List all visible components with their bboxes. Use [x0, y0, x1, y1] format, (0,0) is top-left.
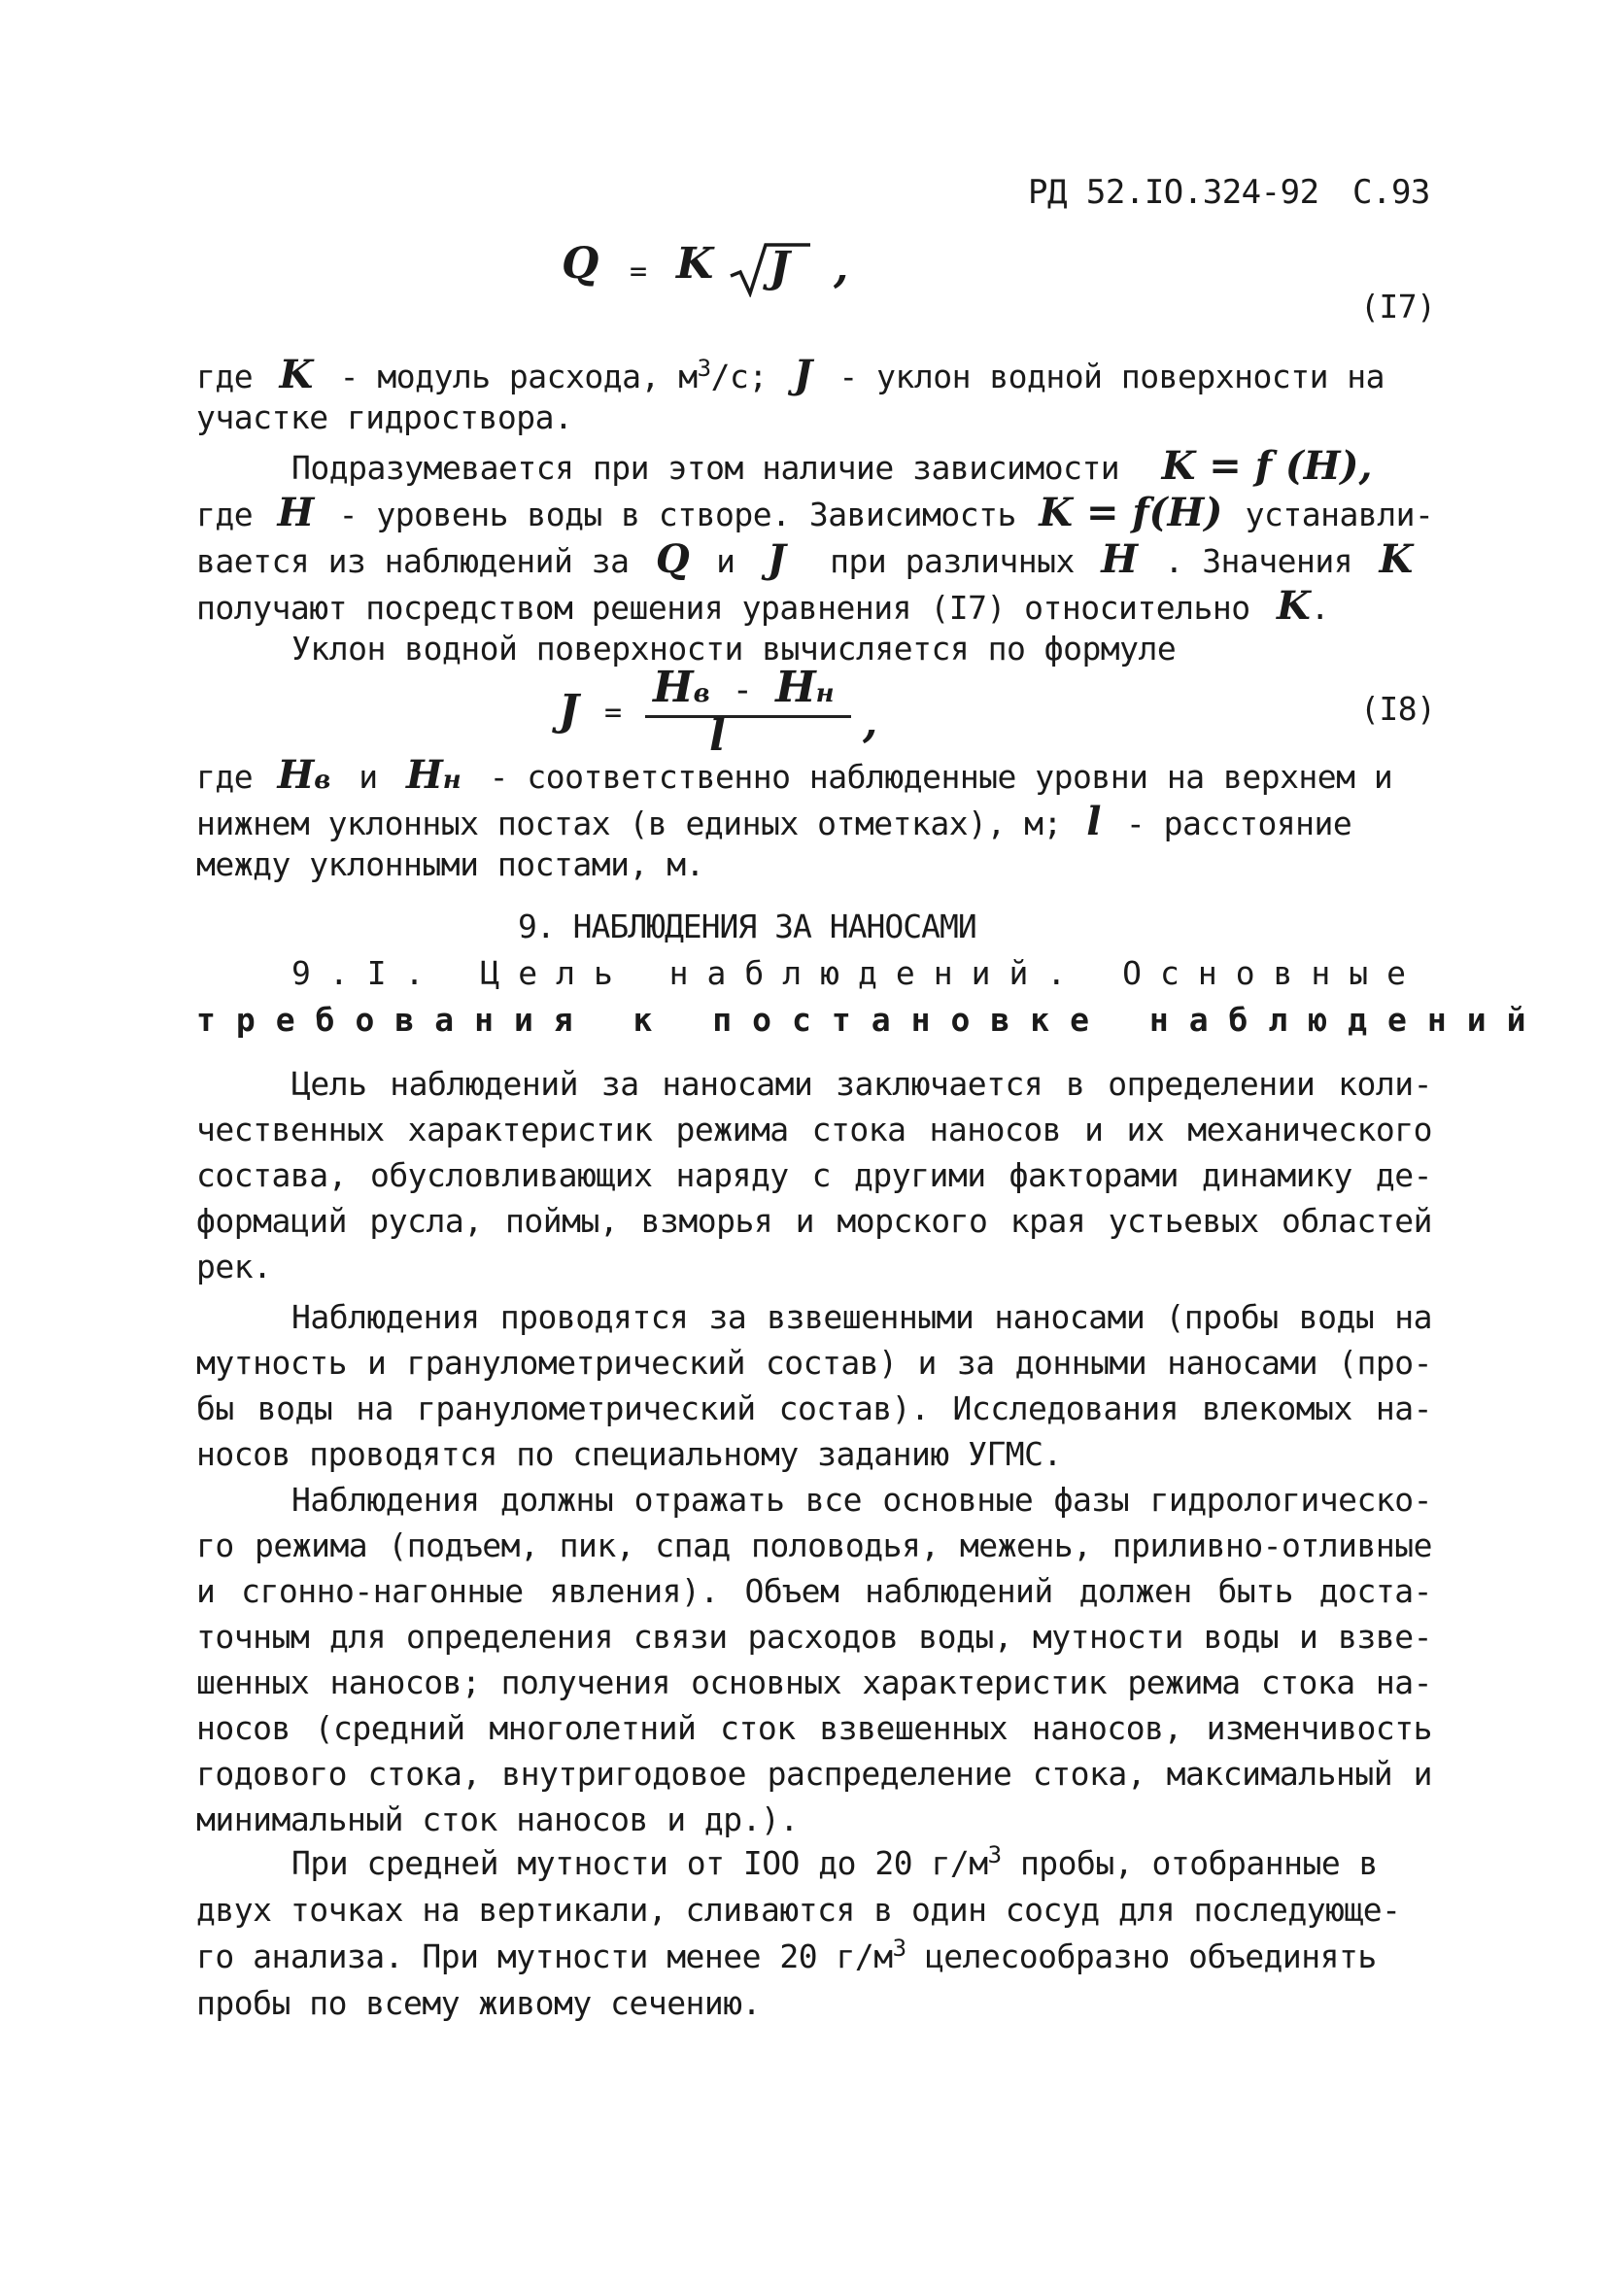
text-established: устанавли- [1245, 496, 1434, 533]
formula-k-f-h-2: K = f(H) [1039, 490, 1223, 535]
eq17-j: J [769, 243, 790, 292]
symbol-q: Q [655, 536, 690, 582]
text-values: . Значения [1164, 542, 1353, 580]
text-slope-formula-intro: Уклон водной поверхности вычисляется по формуле [291, 630, 1177, 668]
text-at-various: при различных [830, 542, 1075, 580]
text-distance: - расстояние [1125, 805, 1352, 842]
unit-exponent: 3 [697, 355, 711, 382]
text-period: . [1310, 589, 1330, 627]
paragraph-purpose: Цель наблюдений за наносами заключается в определении коли-чественных характеристик режима стока наносов и их механического состава, обусловливающих наряду с другими факторами динамику де-формаций русла, поймы, взморья и морского края устьевых областей рек. [196, 1065, 1432, 1285]
subsection-title-line1: 9.I. Цель наблюдений. Основные [291, 954, 1425, 992]
text-lower-posts: нижнем уклонных постах (в единых отметках), м; [196, 805, 1062, 842]
text-and-2: и [359, 758, 378, 796]
symbol-j: J [794, 352, 812, 397]
text-gauge-section: участке гидроствора. [196, 398, 573, 436]
text-turbidity-2: го анализа. При мутности менее 20 г/м [196, 1937, 893, 1975]
symbol-h-upper: H [277, 752, 315, 798]
eq18-equals: = [604, 696, 622, 730]
paragraph-phases: Наблюдения должны отражать все основные фазы гидрологическо-го режима (подъем, пик, спад половодья, межень, приливно-отливные и сгонно-нагонные явления). Объем наблюдений должен быть доста-точным для определения связи расходов воды, мутности воды и взве-шенных наносов; получения основных характеристик режима стока на-носов (средний многолетний сток взвешенных наносов, изменчивость годового стока, внутригодовое распределение стока, максимальный и минимальный сток наносов и др.). [196, 1481, 1432, 1838]
eq17-equals: = [630, 255, 647, 289]
eq17-comma: , [834, 243, 849, 292]
text-where-3: где [196, 758, 254, 796]
text-slope-desc: - уклон водной поверхности на [838, 358, 1385, 395]
symbol-h-lower-sub: н [442, 766, 462, 795]
text-obtained-by: получают посредством решения уравнения (I7) относительно [196, 589, 1250, 627]
eq18-comma: , [863, 698, 878, 747]
eq18-j: J [559, 686, 579, 736]
text-respectively: - соответственно наблюденные уровни на верхнем и [489, 758, 1393, 796]
symbol-k: K [279, 352, 314, 397]
eq18-h-upper: H [653, 663, 694, 712]
eq17-number: (I7) [1360, 288, 1436, 326]
document-code: РД 52.IO.324-92 [1028, 173, 1319, 212]
eq18-denominator: l [709, 711, 726, 761]
formula-k-f-h: K = f (H), [1161, 443, 1373, 489]
symbol-h-upper-sub: в [314, 766, 330, 795]
text-two-points: двух точках на вертикали, сливаются в один сосуд для последующе- [196, 1891, 1401, 1929]
symbol-k-3: K [1276, 583, 1311, 629]
text-turbidity-1: При средней мутности от IOO до 20 г/м [291, 1844, 988, 1882]
text-where: где [196, 358, 254, 395]
paragraph-observations: Наблюдения проводятся за взвешенными наносами (пробы воды на мутность и гранулометрический состав) и за донными наносами (про-бы воды на гранулометрический состав). Исследования влекомых на-носов проводятся по специальному заданию УГМС. [196, 1298, 1432, 1473]
symbol-h-lower: H [405, 752, 443, 798]
eq18-fraction-bar [645, 715, 851, 718]
text-unit-rest: /с; [710, 358, 768, 395]
page-number: С.93 [1352, 173, 1430, 212]
text-where-2: где [196, 496, 254, 533]
eq18-sub-lower: н [815, 679, 835, 708]
text-implied: Подразумевается при этом наличие зависимости [291, 449, 1120, 487]
unit-exponent-3: 3 [892, 1935, 906, 1962]
eq17-k: K [676, 239, 714, 289]
text-combine: целесообразно объединять [924, 1937, 1377, 1975]
text-samples-taken: пробы, отобранные в [1019, 1844, 1378, 1882]
subsection-title-line2: требования к постановке наблюдений [196, 1001, 1547, 1039]
unit-exponent-2: 3 [987, 1841, 1002, 1868]
eq17-q: Q [562, 239, 599, 289]
eq18-h-lower: H [775, 663, 816, 712]
text-observations-of: вается из наблюдений за [196, 542, 630, 580]
section-title: 9. НАБЛЮДЕНИЯ ЗА НАНОСАМИ [518, 908, 976, 945]
eq18-number: (I8) [1360, 690, 1436, 728]
symbol-k-2: K [1379, 536, 1414, 582]
text-and: и [716, 542, 735, 580]
symbol-h-2: H [1101, 536, 1139, 582]
symbol-j-2: J [767, 536, 786, 582]
eq18-minus: - [732, 670, 753, 710]
symbol-h: H [277, 490, 315, 535]
text-discharge-modulus: - модуль расхода, м [339, 358, 698, 395]
symbol-l: l [1086, 799, 1102, 844]
text-whole-section: пробы по всему живому сечению. [196, 1984, 762, 2022]
eq18-sub-upper: в [693, 679, 710, 708]
text-between-posts: между уклонными постами, м. [196, 845, 704, 883]
text-water-level: - уровень воды в створе. Зависимость [338, 496, 1016, 533]
